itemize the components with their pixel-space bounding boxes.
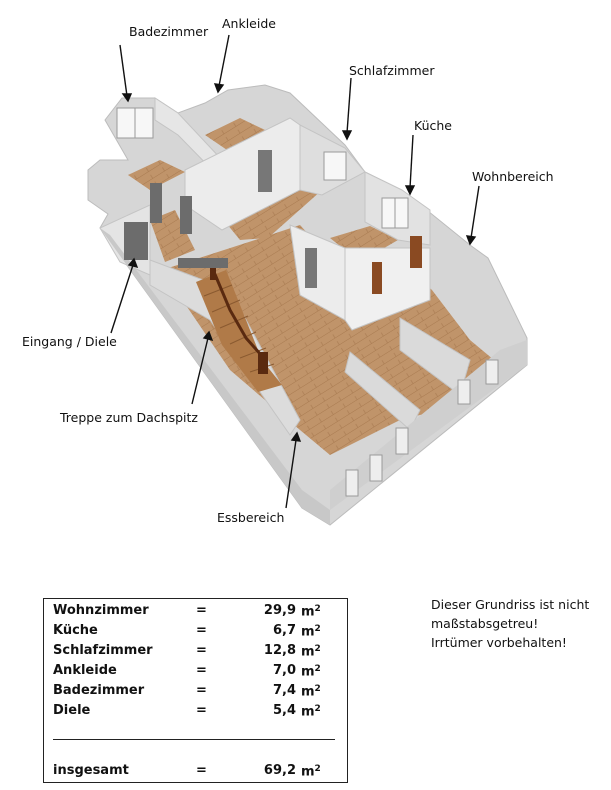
area-value: 29,9	[263, 603, 296, 618]
equals-sign: =	[196, 603, 207, 618]
door-hall	[150, 183, 162, 223]
label-ankleide: Ankleide	[222, 16, 276, 31]
area-value: 7,0	[272, 663, 296, 678]
area-table	[43, 598, 348, 783]
area-name: Schlafzimmer	[53, 643, 153, 658]
note-line-2: maßstabsgetreu!	[431, 616, 539, 631]
label-schlafzimmer: Schlafzimmer	[349, 63, 435, 78]
area-name: Badezimmer	[53, 683, 145, 698]
label-kueche: Küche	[414, 118, 452, 133]
area-unit: $m^2$	[301, 664, 321, 680]
total-label: insgesamt	[53, 763, 129, 778]
divider	[53, 739, 335, 740]
area-value: 6,7	[272, 623, 296, 638]
door-center	[305, 248, 317, 288]
area-name: Ankleide	[53, 663, 117, 678]
label-eingang-diele: Eingang / Diele	[22, 334, 117, 349]
door-entrance	[124, 222, 148, 260]
total-value: 69,2	[263, 763, 296, 778]
area-unit: $m^2$	[301, 644, 321, 660]
equals-sign: =	[196, 683, 207, 698]
label-badezimmer: Badezimmer	[129, 24, 209, 39]
area-value: 7,4	[272, 683, 296, 698]
equals-sign: =	[196, 643, 207, 658]
area-unit: $m^2$	[301, 624, 321, 640]
window-bedroom	[324, 152, 346, 180]
area-name: Küche	[53, 623, 98, 638]
area-name: Diele	[53, 703, 91, 718]
door-kitchen	[372, 262, 382, 294]
door-hall-2	[180, 196, 192, 234]
area-value: 12,8	[263, 643, 296, 658]
area-unit: $m^2$	[301, 704, 321, 720]
door-stair	[178, 258, 228, 268]
door-kitchen-2	[410, 236, 422, 268]
equals-sign: =	[196, 623, 207, 638]
note-line-3: Irrtümer vorbehalten!	[431, 635, 567, 650]
area-unit: $m^2$	[301, 684, 321, 700]
door-bedroom	[258, 150, 272, 192]
label-wohnbereich: Wohnbereich	[472, 169, 554, 184]
label-treppe: Treppe zum Dachspitz	[60, 410, 198, 425]
equals-sign: =	[196, 703, 207, 718]
equals-sign: =	[196, 663, 207, 678]
label-essbereich: Essbereich	[217, 510, 285, 525]
area-name: Wohnzimmer	[53, 603, 149, 618]
area-value: 5,4	[272, 703, 296, 718]
note-line-1: Dieser Grundriss ist nicht	[431, 597, 590, 612]
equals-sign: =	[196, 763, 207, 778]
area-unit: $m^2$	[301, 764, 321, 780]
area-unit: $m^2$	[301, 604, 321, 620]
